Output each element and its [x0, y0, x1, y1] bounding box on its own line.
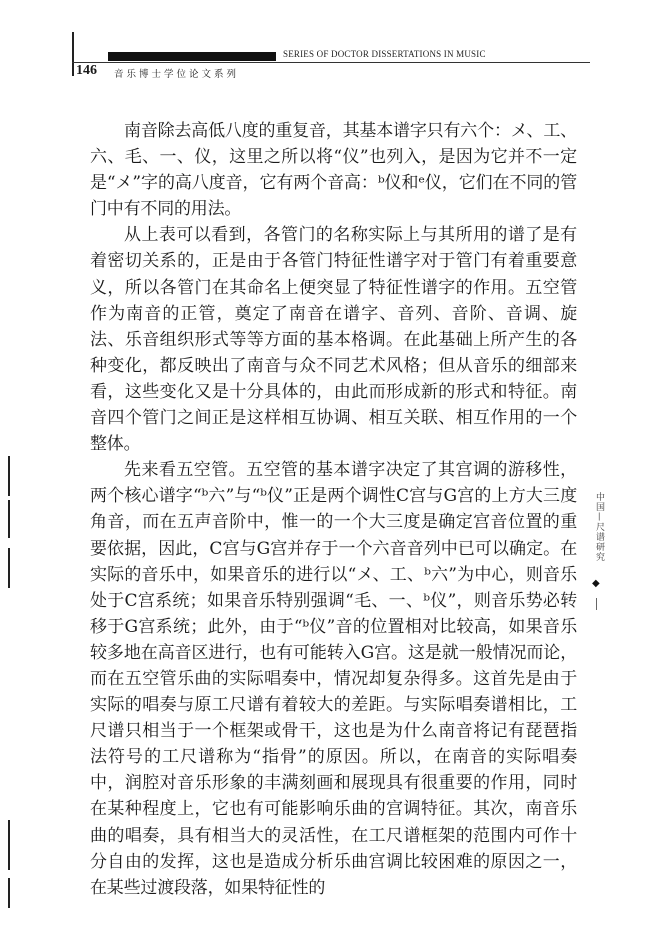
header-black-bar [108, 52, 276, 61]
side-tab-rule [596, 598, 597, 610]
page-number: 146 [76, 63, 97, 78]
scan-edge-mark [8, 878, 10, 908]
series-title: SERIES OF DOCTOR DISSERTATIONS IN MUSIC [283, 49, 486, 59]
scan-edge-mark [8, 548, 10, 588]
header-left-rule [72, 32, 74, 76]
header-rule [72, 62, 590, 63]
scan-edge-mark [8, 500, 10, 538]
paragraph: 先来看五空管。五空管的基本谱字决定了其宫调的游移性，两个核心谱字“ᵇ六”与“ᵇ仪”正是两个调性C宫与G宫的上方大三度角音，而在五声音阶中，惟一的一个大三度是确定宫音位置的重要依据，因此，C宫与G宫并存于一个六音音列中已可以确定。在实际的音乐中，如果音乐的进行以“メ、工、ᵇ六”为中心，则音乐处于C宫系统；如果音乐特别强调“毛、一、ᵇ仪”，则音乐势必转移于G宫系统；此外，由于“ᵇ仪”音的位置相对比较高，如果音乐较多地在高音区进行，也有可能转入G宫。这是就一般情况而论，而在五空管乐曲的实际唱奏中，情况却复杂得多。这首先是由于实际的唱奏与原工尺谱有着较大的差距。与实际唱奏谱相比，工尺谱只相当于一个框架或骨干，这也是为什么南音将记有琵琶指法符号的工尺谱称为“指骨”的原因。所以，在南音的实际唱奏中，润腔对音乐形象的丰满刻画和展现具有很重要的作用，同时在某种程度上，它也有可能影响乐曲的宫调特征。其次，南音乐曲的唱奏，具有相当大的灵活性，在工尺谱框架的范围内可作十分自由的发挥，这也是造成分析乐曲宫调比较困难的原因之一，在某些过渡段落，如果特征性的 [90, 460, 577, 898]
side-tab-label: 中国—尺谱研究 [594, 492, 604, 562]
body-text [90, 118, 577, 901]
diamond-icon: ◆ [592, 578, 600, 589]
scan-edge-mark [8, 456, 10, 496]
running-head: 音乐博士学位论文系列 [114, 69, 240, 80]
paragraph: 南音除去高低八度的重复音，其基本谱字只有六个：メ、工、六、毛、一、仪，这里之所以将“仪”也列入，是因为它并不一定是“メ”字的高八度音，它有两个音高：ᵇ仪和ᵉ仪，它们在不同的管门中有不同的用法。 [90, 121, 577, 220]
paragraph: 从上表可以看到，各管门的名称实际上与其所用的谱了是有着密切关系的，正是由于各管门特征性谱字对于管门有着重要意义，所以各管门在其命名上便突显了特征性谱字的作用。五空管作为南音的正管，奠定了南音在谱字、音列、音阶、音调、旋法、乐音组织形式等等方面的基本格调。在此基础上所产生的各种变化，都反映出了南音与众不同艺术风格；但从音乐的细部来看，这些变化又是十分具体的，由此而形成新的形式和特征。南音四个管门之间正是这样相互协调、相互关联、相互作用的一个整体。 [90, 225, 577, 455]
scan-edge-mark [8, 820, 10, 870]
